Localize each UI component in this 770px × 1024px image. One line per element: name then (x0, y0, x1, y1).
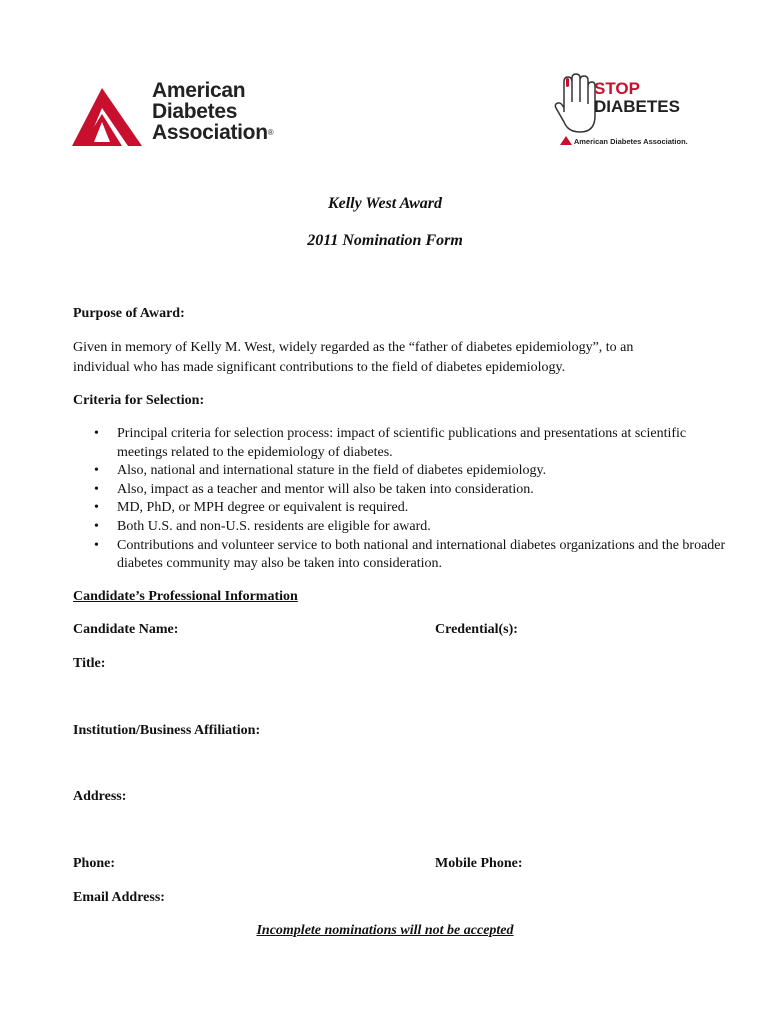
ada-line-3: Association (152, 121, 268, 144)
stop-word: STOP (594, 79, 640, 98)
incomplete-note: Incomplete nominations will not be accepted (256, 923, 514, 938)
hand-icon (552, 72, 596, 136)
address-label: Address: (73, 789, 127, 804)
ada-logo (72, 78, 302, 148)
criteria-item: • Principal criteria for selection process: impact of scientific publications and presentations at scientific meetings related to the epidemiology of diabetes. (117, 425, 737, 462)
candidate-name-label: Candidate Name: (73, 622, 179, 637)
criteria-item: • Contributions and volunteer service to both national and international diabetes organizations and the broader diabetes community may also be taken into consideration. (117, 537, 737, 574)
form-title: 2011 Nomination Form (307, 232, 463, 249)
purpose-text-1: Given in memory of Kelly M. West, widely regarded as the “father of diabetes epidemiology”, to an (73, 340, 634, 355)
phone-label: Phone: (73, 856, 115, 871)
criteria-item: • MD, PhD, or MPH degree or equivalent is required. (117, 499, 737, 518)
ada-line-2: Diabetes (152, 100, 238, 123)
email-label: Email Address: (73, 890, 165, 905)
stop-diabetes-logo (546, 70, 706, 150)
credentials-label: Credential(s): (435, 622, 518, 637)
criteria-item: • Also, impact as a teacher and mentor will also be taken into consideration. (117, 481, 737, 500)
title-label: Title: (73, 656, 106, 671)
criteria-list (73, 425, 737, 574)
candidate-heading: Candidate’s Professional Information (73, 589, 298, 604)
purpose-text-2: individual who has made significant contributions to the field of diabetes epidemiology. (73, 360, 566, 375)
diabetes-word: DIABETES (594, 97, 680, 116)
criteria-heading: Criteria for Selection: (73, 393, 205, 408)
mobile-phone-label: Mobile Phone: (435, 856, 523, 871)
registered-icon: ® (267, 128, 274, 137)
criteria-item: • Both U.S. and non-U.S. residents are eligible for award. (117, 518, 737, 537)
ada-line-1: American (152, 79, 246, 102)
award-title: Kelly West Award (327, 195, 443, 212)
stop-tagline: American Diabetes Association. (573, 137, 688, 146)
ada-triangle-icon (72, 82, 150, 148)
institution-label: Institution/Business Affiliation: (73, 723, 261, 738)
purpose-heading: Purpose of Award: (73, 306, 185, 321)
criteria-item: • Also, national and international stature in the field of diabetes epidemiology. (117, 462, 737, 481)
small-triangle-icon (560, 136, 572, 145)
